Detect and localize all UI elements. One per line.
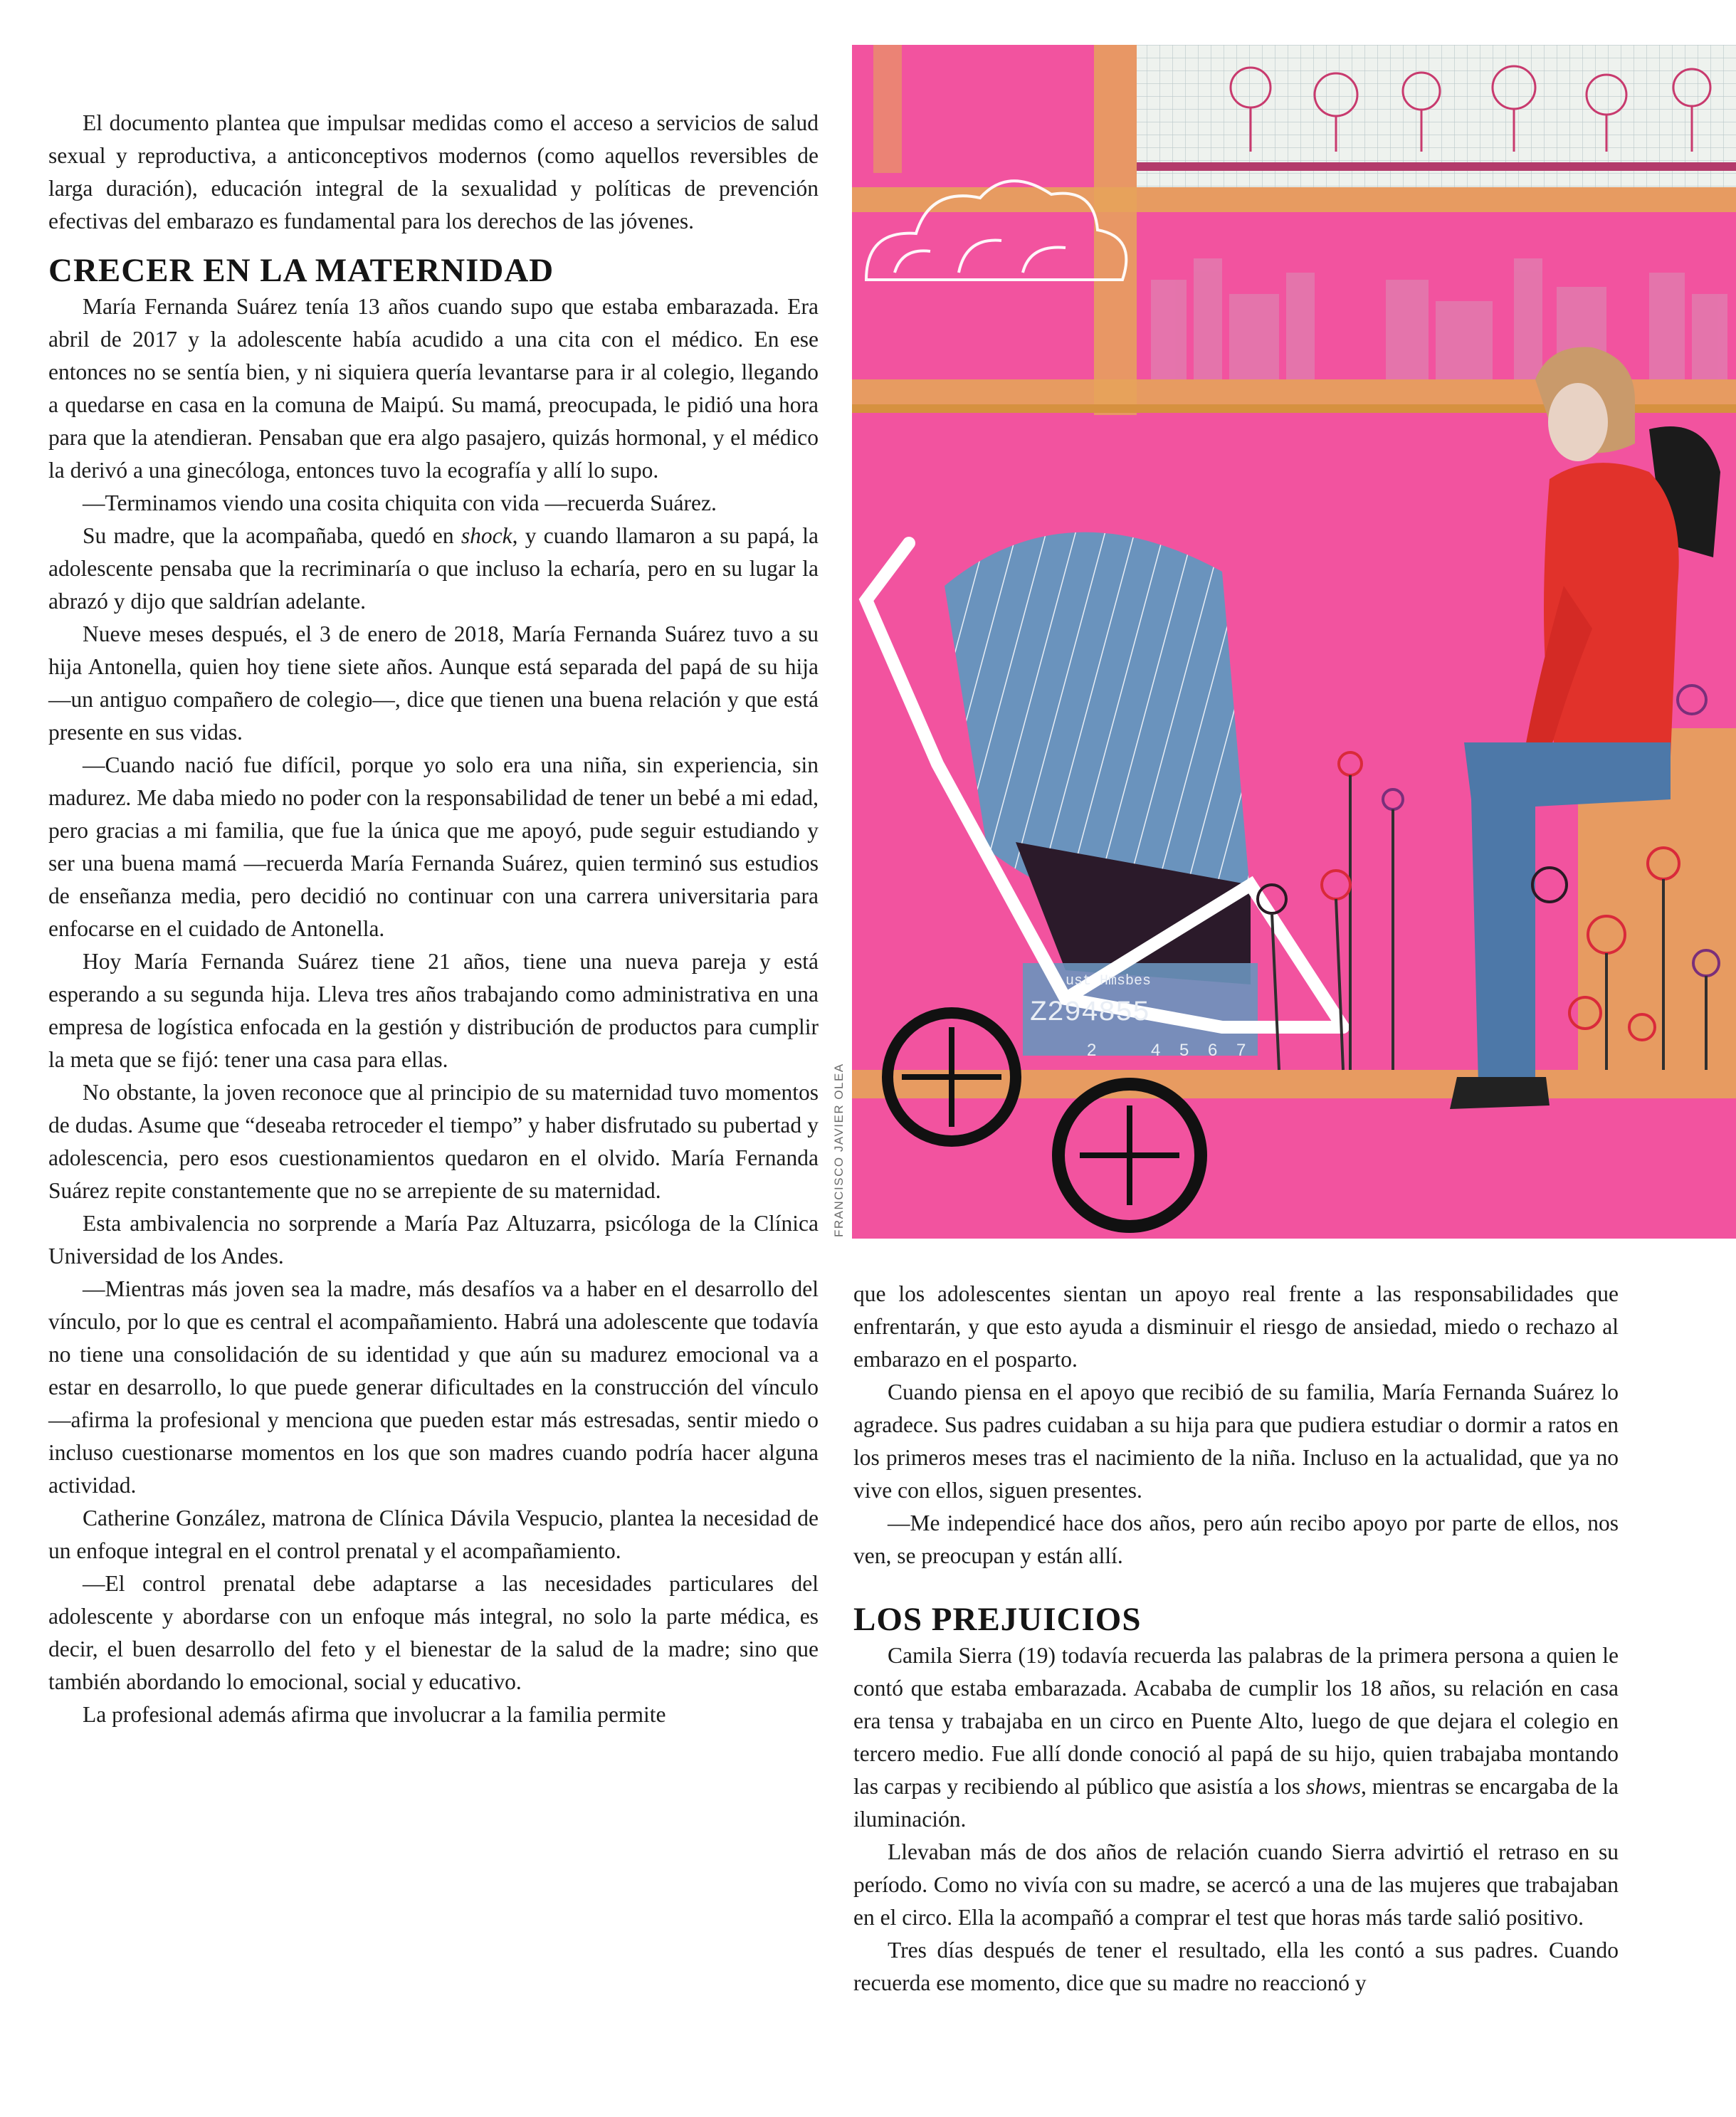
- paragraph: —Terminamos viendo una cosita chiquita con vida —recuerda Suárez.: [83, 490, 717, 515]
- paragraph: No obstante, la joven reconoce que al principio de su maternidad tuvo momentos de dudas. Asume que “deseaba retroceder el tiempo” y haber disfrutado su pubertad y adolescencia, pero esos cuestionamientos quedaron en el olvido. María Fernanda Suárez repite constantemente que no se arrepiente de su maternidad.: [48, 1080, 819, 1203]
- paragraph: Hoy María Fernanda Suárez tiene 21 años, tiene una nueva pareja y está esperando a su segunda hija. Lleva tres años trabajando como administrativa en una empresa de logística enfocada en la gestión y distribución de productos para cumplir la meta que se fijó: tener una casa para ellas.: [48, 949, 819, 1072]
- right-column: [853, 1278, 1619, 2000]
- paragraph: —Cuando nació fue difícil, porque yo solo era una niña, sin experiencia, sin madurez. Me daba miedo no poder con la responsabilidad de tener un bebé a mi edad, pero gracias a mi familia, que fue la única que me apoyó, pude seguir estudiando y ser una buena mamá —recuerda María Fernanda Suárez, quien terminó sus estudios de enseñanza media, pero decidió no continuar con una carrera universitaria para enfocarse en el cuidado de Antonella.: [48, 752, 819, 941]
- paragraph: Catherine González, matrona de Clínica Dávila Vespucio, plantea la necesidad de un enfoque integral en el control prenatal y el acompañamiento.: [48, 1506, 819, 1563]
- paragraph: Cuando piensa en el apoyo que recibió de su familia, María Fernanda Suárez lo agradece. Sus padres cuidaban a su hija para que pudiera estudiar o dormir a ratos en los primeros meses tras el nacimiento de la niña. Incluso en la actualidad, que ya no vive con ellos, siguen presentes.: [853, 1380, 1619, 1503]
- paragraph: —Me independicé hace dos años, pero aún recibo apoyo por parte de ellos, nos ven, se preocupan y están allí.: [853, 1511, 1619, 1568]
- paragraph: Nueve meses después, el 3 de enero de 2018, María Fernanda Suárez tuvo a su hija Antonella, quien hoy tiene siete años. Aunque está separada del papá de su hija —un antiguo compañero de colegio—, dice que tienen una buena relación y que está presente en sus vidas.: [48, 621, 819, 745]
- paragraph: que los adolescentes sientan un apoyo real frente a las responsabilidades que enfrentarán, y que esto ayuda a disminuir el riesgo de ansiedad, miedo o rechazo al embarazo en el posparto.: [853, 1281, 1619, 1372]
- illustration-mother-stroller: [852, 45, 1736, 1239]
- stroller-number: Z294855: [1030, 997, 1150, 1029]
- paragraph: Llevaban más de dos años de relación cuando Sierra advirtió el retraso en su período. Como no vivía con su madre, se acercó a una de las mujeres que trabajaban en el circo. Ella la acompañó a comprar el test que horas más tarde salió positivo.: [853, 1839, 1619, 1930]
- section-heading-prejuicios: LOS PREJUICIOS: [853, 1601, 1142, 1638]
- ruler-mark: 5: [1179, 1041, 1189, 1060]
- left-column: [48, 107, 819, 1731]
- paragraph: Su madre, que la acompañaba, quedó en shock, y cuando llamaron a su papá, la adolescente pensaba que la recriminaría o que incluso la echaría, pero en su lugar la abrazó y dijo que saldrían adelante.: [48, 523, 819, 614]
- illustration-credit: FRANCISCO JAVIER OLEA: [832, 1063, 846, 1237]
- paragraph: Tres días después de tener el resultado, ella les contó a sus padres. Cuando recuerda ese momento, dice que su madre no reaccionó y: [853, 1938, 1619, 1995]
- paragraph: Camila Sierra (19) todavía recuerda las palabras de la primera persona a quien le contó que estaba embarazada. Acababa de cumplir los 18 años, su relación en casa era tensa y trabajaba en un circo en Puente Alto, luego de que dejara el colegio en tercero medio. Fue allí donde conoció al papá de su hijo, quien trabajaba montando las carpas y recibiendo al público que asistía a los shows, mientras se encargaba de la iluminación.: [853, 1643, 1619, 1832]
- ruler-mark: 2: [1087, 1041, 1097, 1060]
- sneaker: [1450, 1077, 1550, 1109]
- paragraph: La profesional además afirma que involucrar a la familia permite: [83, 1702, 666, 1727]
- stroller-label: ust Hmsbes: [1066, 973, 1152, 989]
- section-heading-crecer: CRECER EN LA MATERNIDAD: [48, 252, 554, 289]
- ruler-mark: 4: [1151, 1041, 1161, 1060]
- paragraph: —Mientras más joven sea la madre, más desafíos va a haber en el desarrollo del vínculo, por lo que es central el acompañamiento. Habrá una adolescente que todavía no tiene una consolidación de su identidad y que aún su madurez emocional va a estar en desarrollo, lo que puede generar dificultades en la construcción del vínculo —afirma la profesional y menciona que pueden estar más estresadas, sentir miedo o incluso cuestionarse momentos en los que son madres cuando podría hacer alguna actividad.: [48, 1276, 819, 1498]
- paragraph: —El control prenatal debe adaptarse a las necesidades particulares del adolescente y abordarse con un enfoque más integral, no solo la parte médica, es decir, el buen desarrollo del feto y el bienestar de la salud de la madre; sino que también abordando lo emocional, social y educativo.: [48, 1571, 819, 1694]
- paragraph: María Fernanda Suárez tenía 13 años cuando supo que estaba embarazada. Era abril de 2017 y la adolescente había acudido a una cita con el médico. En ese entonces no se sentía bien, y ni siquiera quería levantarse para ir al colegio, llegando a quedarse en casa en la comuna de Maipú. Su mamá, preocupada, le pidió una hora para que la atendieran. Pensaban que era algo pasajero, quizás hormonal, y el médico la derivó a una ginecóloga, entonces tuvo la ecografía y allí lo supo.: [48, 294, 819, 483]
- ruler-mark: 6: [1208, 1041, 1218, 1060]
- ruler-mark: 7: [1236, 1041, 1246, 1060]
- paragraph: El documento plantea que impulsar medidas como el acceso a servicios de salud sexual y reproductiva, a anticonceptivos modernos (como aquellos reversibles de larga duración), educación integral de la sexualidad y políticas de prevención efectivas del embarazo es fundamental para los derechos de las jóvenes.: [48, 110, 819, 233]
- paragraph: Esta ambivalencia no sorprende a María Paz Altuzarra, psicóloga de la Clínica Universidad de los Andes.: [48, 1211, 819, 1268]
